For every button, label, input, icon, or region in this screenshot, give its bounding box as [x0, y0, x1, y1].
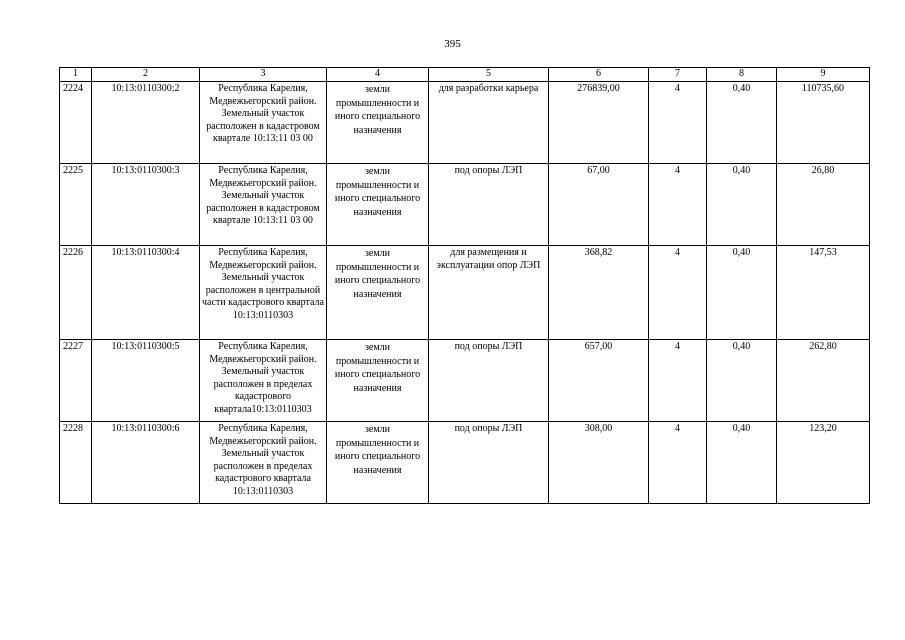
cadastral-number: 10:13:0110300:3	[92, 164, 200, 246]
header-cell-3: 3	[200, 68, 327, 82]
column-7-value: 4	[649, 246, 707, 340]
row-number: 2227	[60, 340, 92, 422]
column-8-value: 0,40	[707, 246, 777, 340]
row-number: 2228	[60, 422, 92, 504]
header-cell-8: 8	[707, 68, 777, 82]
column-9-value: 147,53	[777, 246, 870, 340]
area-value: 368,82	[549, 246, 649, 340]
permitted-use: под опоры ЛЭП	[429, 164, 549, 246]
column-7-value: 4	[649, 164, 707, 246]
header-cell-5: 5	[429, 68, 549, 82]
cadastral-number: 10:13:0110300:4	[92, 246, 200, 340]
table-row	[60, 164, 870, 246]
table-row	[60, 422, 870, 504]
header-cell-7: 7	[649, 68, 707, 82]
table-row	[60, 246, 870, 340]
area-value: 308,00	[549, 422, 649, 504]
column-8-value: 0,40	[707, 422, 777, 504]
header-row	[60, 68, 870, 82]
column-8-value: 0,40	[707, 82, 777, 164]
permitted-use: для размещения и эксплуатации опор ЛЭП	[429, 246, 549, 340]
land-category: земли промышленности и иного специального назначения	[327, 340, 429, 422]
header-cell-6: 6	[549, 68, 649, 82]
cadastral-number: 10:13:0110300:2	[92, 82, 200, 164]
land-category: земли промышленности и иного специального назначения	[327, 422, 429, 504]
area-value: 67,00	[549, 164, 649, 246]
land-category: земли промышленности и иного специального назначения	[327, 164, 429, 246]
column-7-value: 4	[649, 82, 707, 164]
location-description: Республика Карелия, Медвежьегорский район. Земельный участок расположен в центральной части кадастрового квартала 10:13:0110303	[200, 246, 327, 340]
land-plots-table	[59, 67, 870, 504]
land-category: земли промышленности и иного специального назначения	[327, 82, 429, 164]
permitted-use: под опоры ЛЭП	[429, 422, 549, 504]
cadastral-number: 10:13:0110300:5	[92, 340, 200, 422]
row-number: 2224	[60, 82, 92, 164]
column-9-value: 262,80	[777, 340, 870, 422]
area-value: 657,00	[549, 340, 649, 422]
table-row	[60, 340, 870, 422]
column-8-value: 0,40	[707, 164, 777, 246]
column-9-value: 26,80	[777, 164, 870, 246]
location-description: Республика Карелия, Медвежьегорский район. Земельный участок расположен в пределах кадастрового квартала 10:13:0110303	[200, 422, 327, 504]
column-7-value: 4	[649, 340, 707, 422]
row-number: 2225	[60, 164, 92, 246]
header-cell-1: 1	[60, 68, 92, 82]
land-category: земли промышленности и иного специального назначения	[327, 246, 429, 340]
table-row	[60, 82, 870, 164]
column-7-value: 4	[649, 422, 707, 504]
header-cell-4: 4	[327, 68, 429, 82]
header-cell-9: 9	[777, 68, 870, 82]
location-description: Республика Карелия, Медвежьегорский район. Земельный участок расположен в кадастровом квартале 10:13:11 03 00	[200, 82, 327, 164]
area-value: 276839,00	[549, 82, 649, 164]
row-number: 2226	[60, 246, 92, 340]
location-description: Республика Карелия, Медвежьегорский район. Земельный участок расположен в пределах кадастрового квартала10:13:0110303	[200, 340, 327, 422]
header-cell-2: 2	[92, 68, 200, 82]
cadastral-number: 10:13:0110300:6	[92, 422, 200, 504]
permitted-use: под опоры ЛЭП	[429, 340, 549, 422]
permitted-use: для разработки карьера	[429, 82, 549, 164]
page-number: 395	[444, 38, 461, 50]
column-9-value: 123,20	[777, 422, 870, 504]
column-8-value: 0,40	[707, 340, 777, 422]
location-description: Республика Карелия, Медвежьегорский район. Земельный участок расположен в кадастровом квартале 10:13:11 03 00	[200, 164, 327, 246]
column-9-value: 110735,60	[777, 82, 870, 164]
